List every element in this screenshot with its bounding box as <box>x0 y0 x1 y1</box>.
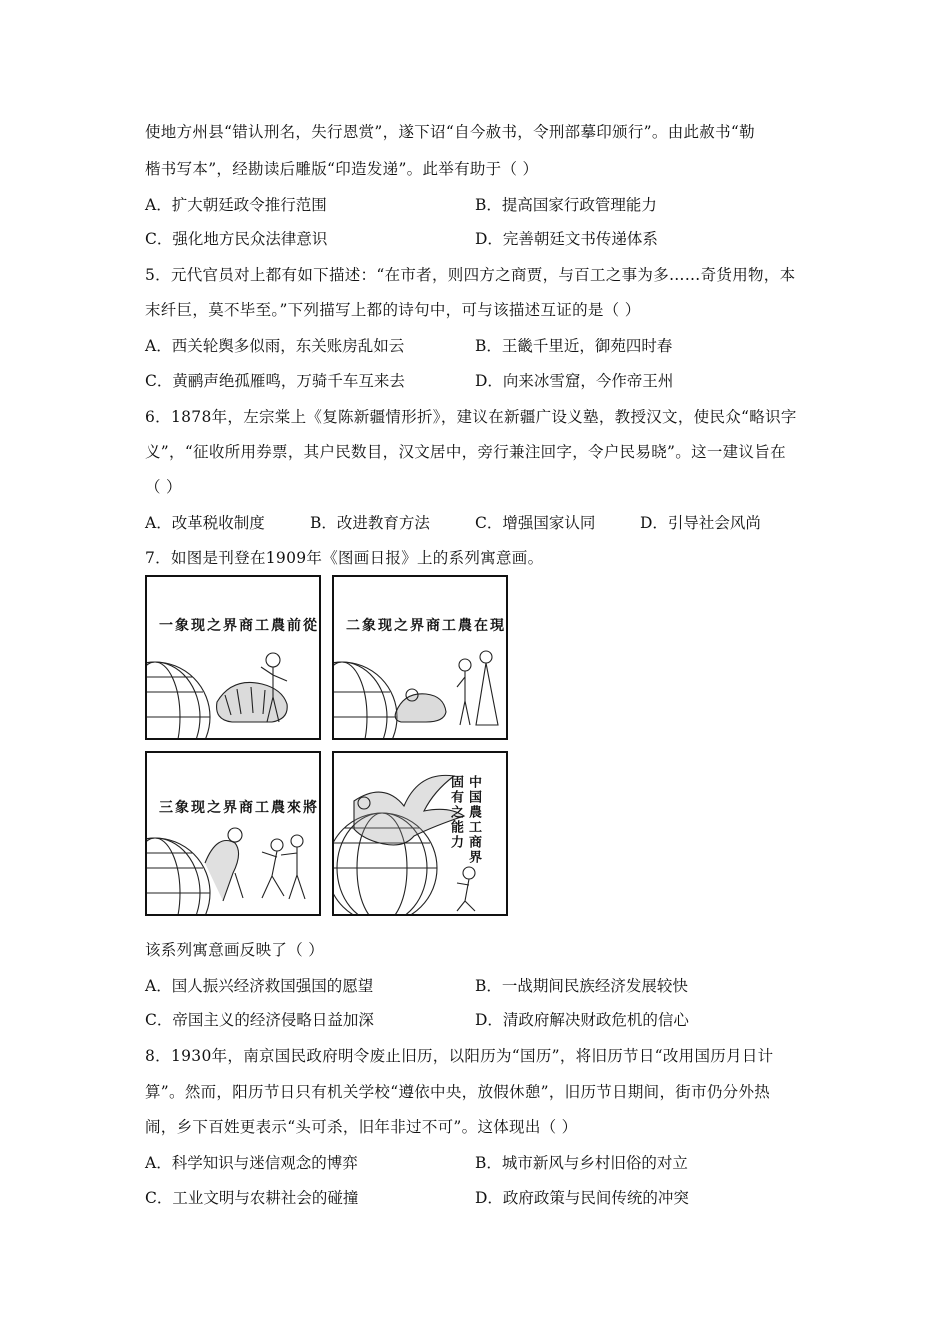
q4-text-line-1: 使地方州县“错认刑名，失行恩赏”，遂下诏“自今赦书，令刑部摹印颁行”。由此赦书“勒 <box>145 123 755 141</box>
cartoon-panel-1 <box>145 575 321 740</box>
panel-2-caption: 二象现之界商工農在現 <box>346 618 506 634</box>
q5-text-line-1: 5．元代官员对上都有如下描述：“在市者，则四方之商贾，与百工之事为多……奇货用物，本 <box>145 266 796 284</box>
q5-text-line-2: 末纤巨，莫不毕至。”下列描写上都的诗句中，可与该描述互证的是（ ） <box>145 301 641 319</box>
q7-option-b[interactable]: B．一战期间民族经济发展较快 <box>475 977 688 995</box>
q8-text-line-3: 闹，乡下百姓更表示“头可杀，旧年非过不可”。这体现出（ ） <box>145 1118 578 1136</box>
q8-option-c[interactable]: C．工业文明与农耕社会的碰撞 <box>145 1189 359 1207</box>
q7-option-c[interactable]: C．帝国主义的经济侵略日益加深 <box>145 1011 374 1029</box>
globe-tiger-fighting-men-illustration <box>147 753 321 916</box>
q6-text-line-2: 义”，“征收所用券票，其户民数目，汉文居中，旁行兼注回字，令户民易晓”。这一建议旨在 <box>145 443 786 461</box>
q6-option-d[interactable]: D．引导社会风尚 <box>640 514 761 532</box>
cartoon-panel-2 <box>332 575 508 740</box>
panel-1-caption: 一象现之界商工農前從 <box>159 618 319 634</box>
globe-and-tiger-illustration <box>147 577 321 740</box>
q7-option-a[interactable]: A．国人振兴经济救国强国的愿望 <box>145 977 374 995</box>
q4-text-line-2: 楷书写本”，经勘读后雕版“印造发递”。此举有助于（ ） <box>145 160 539 178</box>
cartoon-panel-3 <box>145 751 321 916</box>
q5-option-a[interactable]: A．西关轮舆多似雨，东关账房乱如云 <box>145 337 405 355</box>
panel-4-caption: 中国農工商界固有之能力 <box>448 775 481 865</box>
q4-option-c[interactable]: C．强化地方民众法律意识 <box>145 230 328 248</box>
q5-option-d[interactable]: D．向来冰雪窟，今作帝王州 <box>475 372 674 390</box>
globe-tiger-and-couple-illustration <box>334 577 508 740</box>
q8-text-line-1: 8．1930年，南京国民政府明令废止旧历，以阳历为“国历”，将旧历节日“改用国历月日计 <box>145 1047 774 1065</box>
q6-option-c[interactable]: C．增强国家认同 <box>475 514 596 532</box>
q8-option-b[interactable]: B．城市新风与乡村旧俗的对立 <box>475 1154 688 1172</box>
q8-text-line-2: 算”。然而，阳历节日只有机关学校“遵依中央，放假休憩”，旧历节日期间，街市仍分外热 <box>145 1083 771 1101</box>
q6-text-line-1: 6．1878年，左宗棠上《复陈新疆情形折》，建议在新疆广设义塾，教授汉文，使民众“略识字 <box>145 408 797 426</box>
q4-option-d[interactable]: D．完善朝廷文书传递体系 <box>475 230 658 248</box>
q4-option-b[interactable]: B．提高国家行政管理能力 <box>475 196 657 214</box>
panel-3-caption: 三象现之界商工農來將 <box>159 800 319 816</box>
q5-option-c[interactable]: C．黄鹂声绝孤雁鸣，万骑千车互来去 <box>145 372 405 390</box>
q5-option-b[interactable]: B．王畿千里近，御苑四时春 <box>475 337 673 355</box>
q7-option-d[interactable]: D．清政府解决财政危机的信心 <box>475 1011 689 1029</box>
q6-option-a[interactable]: A．改革税收制度 <box>145 514 265 532</box>
q6-option-b[interactable]: B．改进教育方法 <box>310 514 430 532</box>
q8-option-d[interactable]: D．政府政策与民间传统的冲突 <box>475 1189 689 1207</box>
q4-option-a[interactable]: A．扩大朝廷政令推行范围 <box>145 196 327 214</box>
q7-stem: 该系列寓意画反映了（ ） <box>145 941 325 959</box>
cartoon-panel-4 <box>332 751 508 916</box>
q8-option-a[interactable]: A．科学知识与迷信观念的博弈 <box>145 1154 358 1172</box>
q7-text-line-1: 7．如图是刊登在1909年《图画日报》上的系列寓意画。 <box>145 549 544 567</box>
q6-text-line-3: （ ） <box>145 478 182 496</box>
